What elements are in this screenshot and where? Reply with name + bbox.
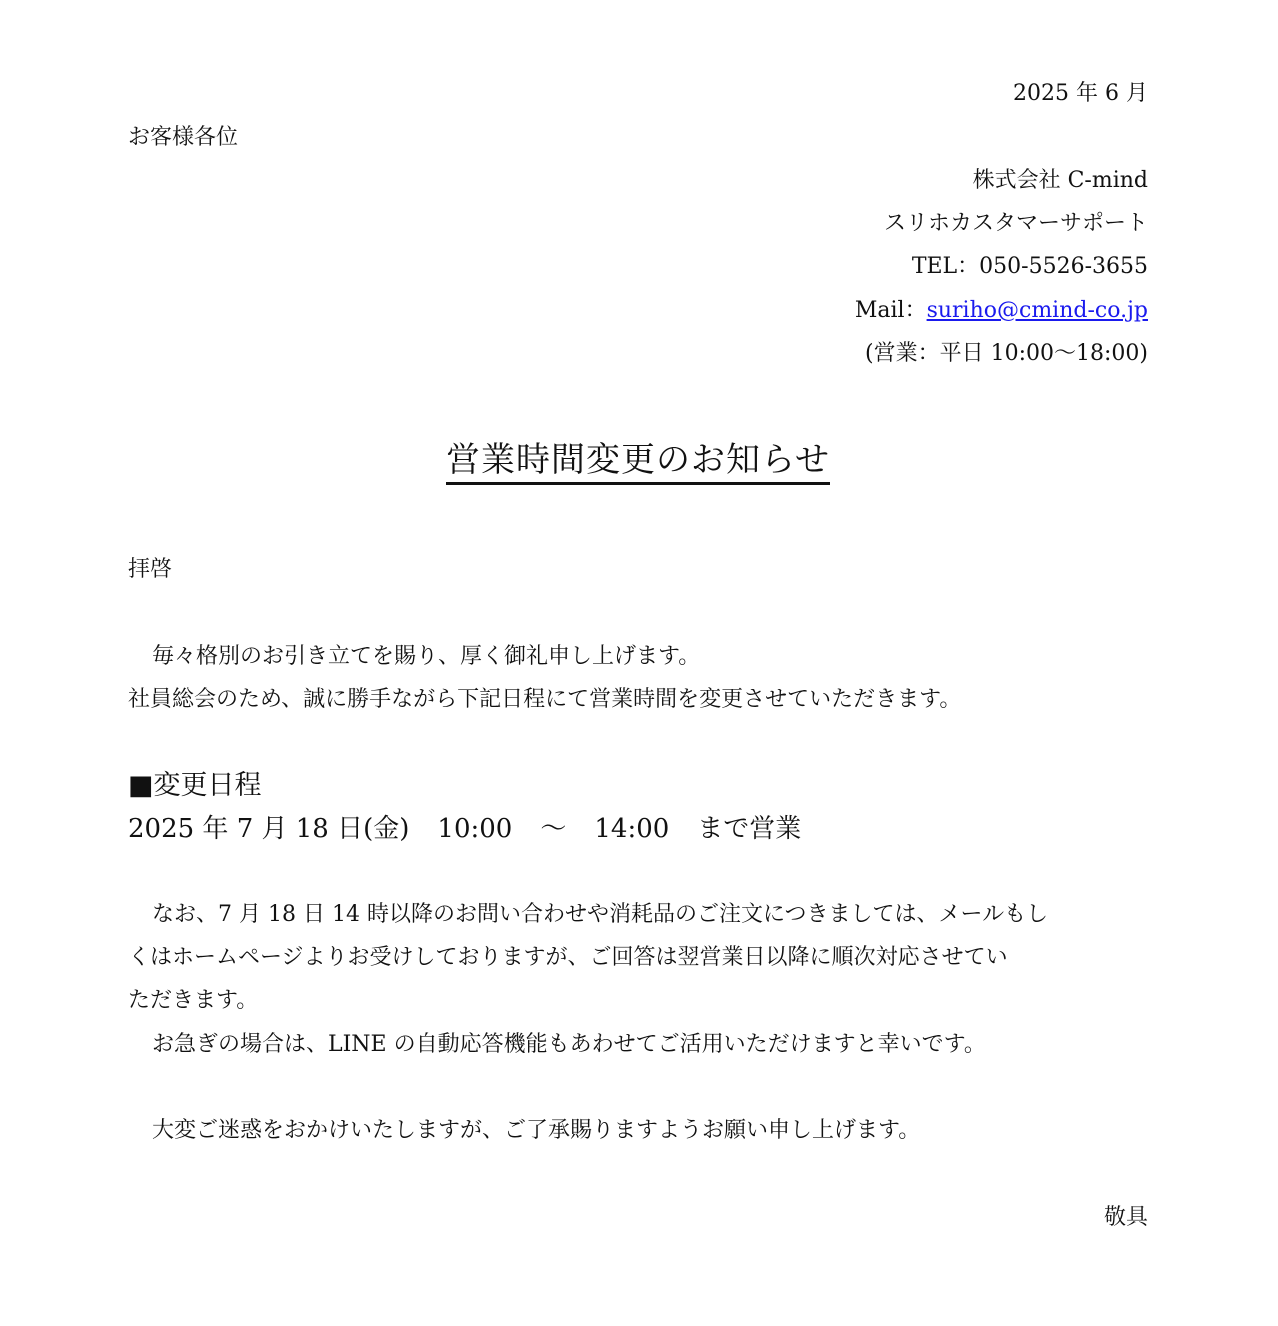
schedule-detail (128, 812, 1148, 846)
schedule-date: 2025 年 7 月 18 日(金) (128, 814, 410, 844)
sender-mail (128, 296, 1148, 326)
tel-label: TEL： (911, 254, 980, 279)
note-line-1: なお、7 月 18 日 14 時以降のお問い合わせや消耗品のご注文につきましては、メールもし (152, 902, 1049, 927)
sender-department: スリホカスタマーサポート (883, 211, 1148, 236)
sender-company: 株式会社 C-mind (972, 168, 1148, 193)
mail-link[interactable]: suriho@cmind-co.jp (926, 298, 1148, 323)
document-page (128, 0, 1148, 1326)
schedule-suffix: まで営業 (697, 814, 802, 844)
opening-salutation: 拝啓 (128, 557, 173, 582)
page-title-text: 営業時間変更のお知らせ (446, 440, 830, 485)
schedule-end: 14:00 (594, 814, 670, 844)
recipient: お客様各位 (128, 125, 239, 150)
issue-date: 2025 年 6 月 (1013, 81, 1148, 106)
mail-label: Mail： (854, 298, 927, 323)
tel-number: 050-5526-3655 (979, 254, 1148, 279)
schedule-tilde: ～ (540, 814, 567, 844)
reason-paragraph: 社員総会のため、誠に勝手ながら下記日程にて営業時間を変更させていただきます。 (128, 687, 962, 712)
sender-tel (128, 252, 1148, 282)
urgent-paragraph: お急ぎの場合は、LINE の自動応答機能もあわせてご活用いただけますと幸いです。 (152, 1032, 986, 1057)
note-line-2: くはホームページよりお受けしておりますが、ご回答は翌営業日以降に順次対応させてい (128, 945, 1008, 970)
page-title (128, 438, 1148, 482)
business-hours: (営業：平日 10:00～18:00) (865, 341, 1148, 366)
greeting-paragraph: 毎々格別のお引き立てを賜り、厚く御礼申し上げます。 (152, 644, 701, 669)
note-line-3: ただきます。 (128, 988, 259, 1013)
apology-paragraph: 大変ご迷惑をおかけいたしますが、ご了承賜りますようお願い申し上げます。 (152, 1118, 921, 1143)
schedule-start: 10:00 (437, 814, 513, 844)
closing-salutation: 敬具 (1103, 1205, 1148, 1230)
schedule-heading: ■変更日程 (128, 770, 262, 801)
